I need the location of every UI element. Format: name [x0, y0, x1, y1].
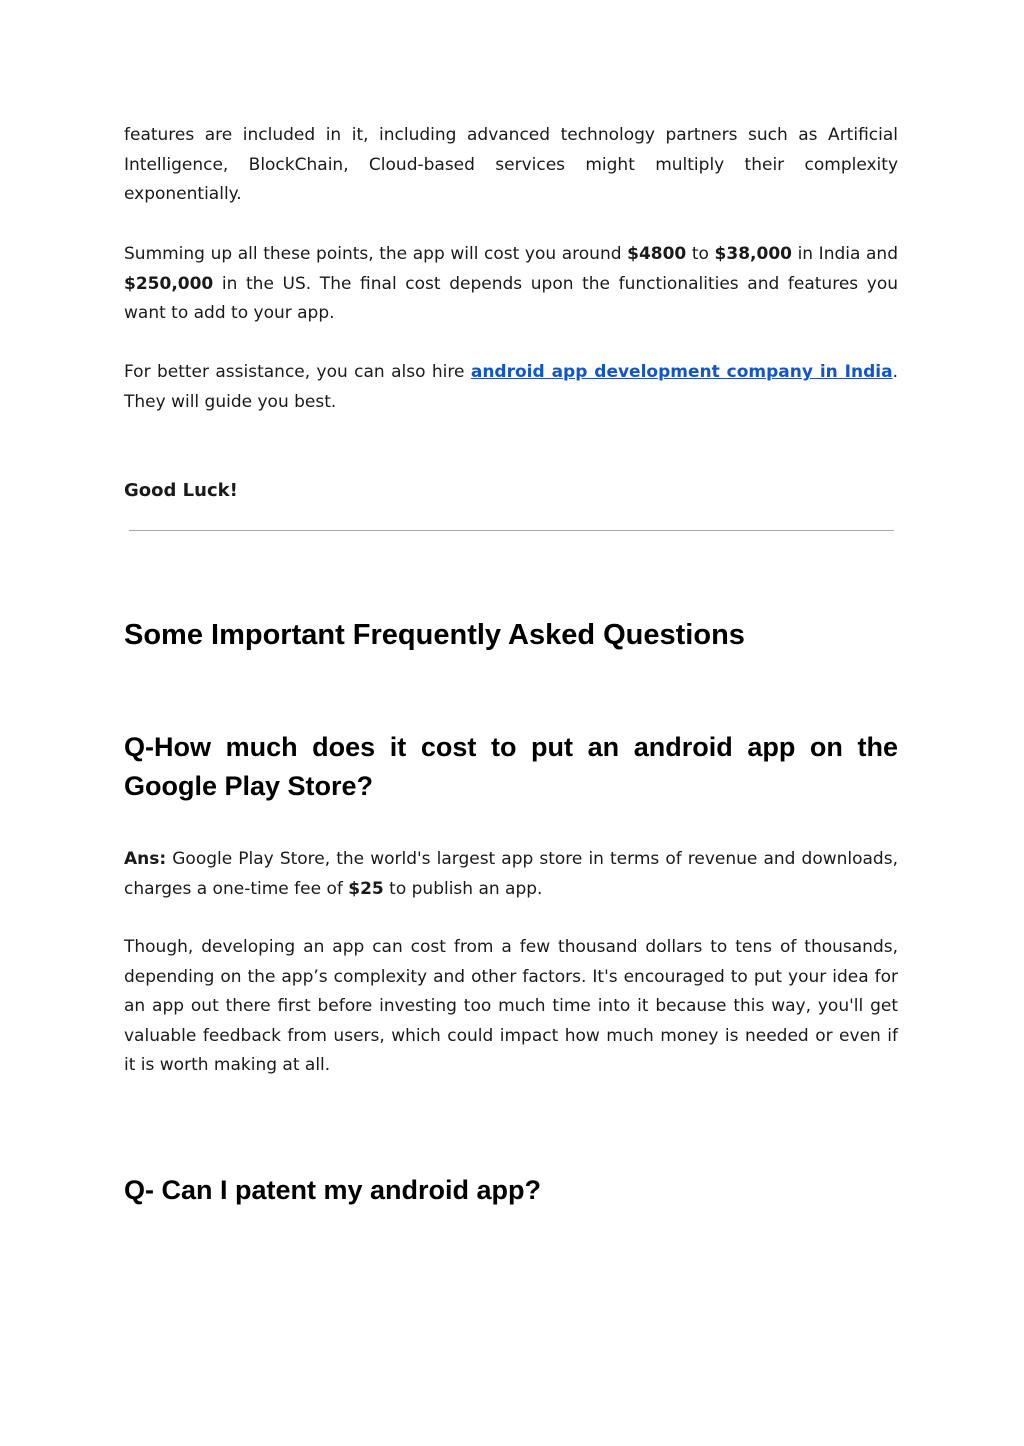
horizontal-divider: [129, 530, 894, 531]
good-luck-block: [124, 480, 898, 501]
cost-text-2: to: [686, 244, 715, 264]
faq-q1-detail: Though, developing an app can cost from a few thousand dollars to tens of thousands, depending on the app’s complexity and other factors. It's encouraged to put your idea for an app out there first before investing too much time into it because this way, you'll get valuable feedback from users, which could impact how much money is needed or even if it is worth making at all.: [124, 937, 898, 1076]
faq-q1-question: Q-How much does it cost to put an android app on the Google Play Store?: [124, 732, 898, 801]
faq-q1-answer: [124, 845, 898, 904]
faq-q1-detail-block: [124, 933, 898, 1081]
intro-paragraph-2: [124, 240, 898, 329]
cost-india-low: $4800: [627, 244, 687, 264]
cost-text-3: in India and: [791, 244, 898, 264]
answer-fee: $25: [348, 878, 384, 899]
intro-text-1: features are included in it, including advanced technology partners such as Artificial Intelligence, BlockChain, Cloud-based services might multiply their complexity exponentially.: [124, 125, 898, 205]
cost-summary-text: [124, 240, 898, 329]
intro-paragraph-3: [124, 358, 898, 417]
answer-text-1: Google Play Store, the world's largest app store in terms of revenue and downloads, charges a one-time fee of: [124, 849, 898, 899]
assistance-text-1: For better assistance, you can also hire: [124, 362, 471, 382]
cost-text-1: Summing up all these points, the app will cost you around: [124, 244, 628, 264]
answer-label: Ans:: [124, 849, 167, 869]
android-company-link[interactable]: android app development company in India: [470, 362, 893, 382]
good-luck-text: Good Luck!: [124, 480, 238, 501]
cost-text-4: in the US. The final cost depends upon the functionalities and features you want to add to your app.: [124, 273, 898, 324]
intro-paragraph-1: [124, 121, 898, 210]
faq-q2-heading-block: [124, 1171, 898, 1210]
cost-india-high: $38,000: [714, 244, 792, 264]
faq-title-block: [124, 617, 898, 653]
faq-q2-question: Q- Can I patent my android app?: [124, 1175, 542, 1205]
assistance-text: [124, 358, 898, 417]
faq-q1-answer-block: [124, 845, 898, 904]
faq-title: Some Important Frequently Asked Questions: [124, 619, 745, 651]
assistance-text-2: . They will guide you best.: [124, 362, 898, 412]
faq-q1-heading-block: [124, 728, 898, 806]
cost-us: $250,000: [124, 273, 214, 294]
answer-text-2: to publish an app.: [383, 878, 543, 899]
